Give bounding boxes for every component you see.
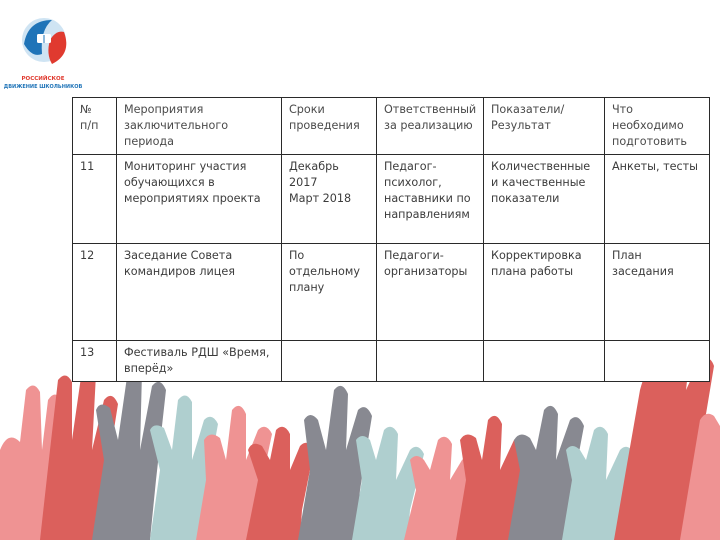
table-cell: 11: [73, 155, 117, 244]
table-cell: Педагоги- организаторы: [377, 244, 484, 341]
table-cell: По отдельному плану: [282, 244, 377, 341]
logo-line2: ДВИЖЕНИЕ ШКОЛЬНИКОВ: [3, 84, 83, 90]
header-cell-dates: Сроки проведения: [282, 98, 377, 155]
table-cell: [605, 341, 710, 382]
table-cell: Анкеты, тесты: [605, 155, 710, 244]
table-row: [73, 341, 710, 382]
schedule-table: [72, 97, 710, 382]
table-cell: Корректировка плана работы: [484, 244, 605, 341]
table-cell: Мониторинг участия обучающихся в мероприятиях проекта: [117, 155, 282, 244]
table-header-row: [73, 98, 710, 155]
rdsh-logo: [3, 14, 83, 94]
table-cell: Заседание Совета командиров лицея: [117, 244, 282, 341]
header-cell-preparation: Что необходимо подготовить: [605, 98, 710, 155]
table-cell: 13: [73, 341, 117, 382]
table-row: [73, 244, 710, 341]
header-cell-number: № п/п: [73, 98, 117, 155]
table-cell: [377, 341, 484, 382]
table-cell: 12: [73, 244, 117, 341]
header-cell-responsible: Ответственный за реализацию: [377, 98, 484, 155]
table-cell: Количественные и качественные показатели: [484, 155, 605, 244]
table-cell: Педагог- психолог, наставники по направлениям: [377, 155, 484, 244]
header-cell-results: Показатели/ Результат: [484, 98, 605, 155]
table-cell: План заседания: [605, 244, 710, 341]
table-cell: [282, 341, 377, 382]
table-row: [73, 155, 710, 244]
table-cell: [484, 341, 605, 382]
table-cell: Фестиваль РДШ «Время, вперёд»: [117, 341, 282, 382]
header-cell-events: Мероприятия заключительного периода: [117, 98, 282, 155]
logo-line1: РОССИЙСКОЕ: [21, 76, 65, 82]
table-cell: Декабрь 2017 Март 2018: [282, 155, 377, 244]
